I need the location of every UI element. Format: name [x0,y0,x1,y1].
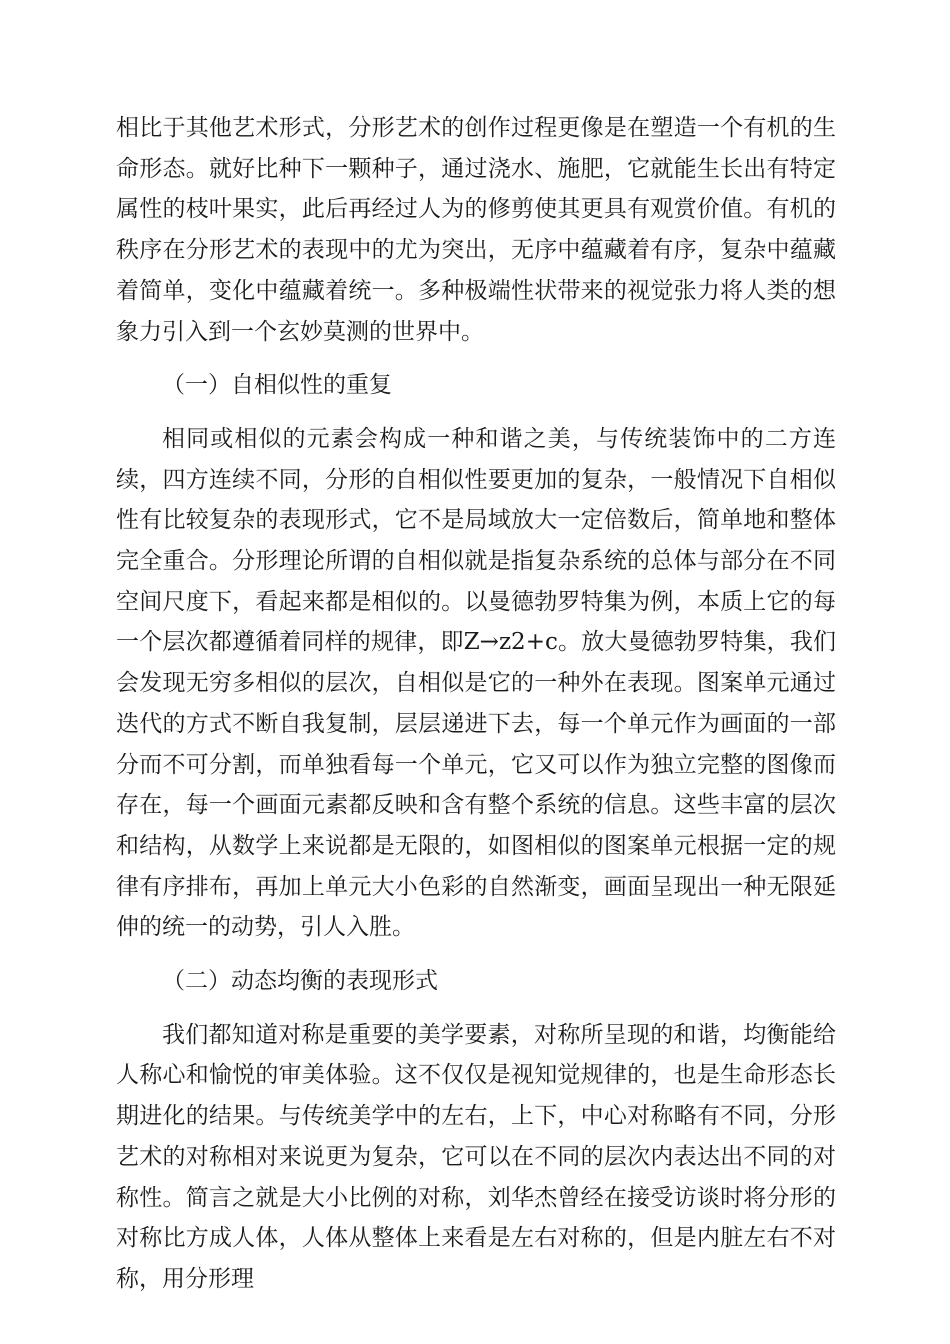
document-body [116,108,836,1300]
paragraph-self-similarity: 相同或相似的元素会构成一种和谐之美，与传统装饰中的二方连续，四方连续不同，分形的自相似性要更加的复杂，一般情况下自相似性有比较复杂的表现形式，它不是局域放大一定倍数后，简单地和整体完全重合。分形理论所谓的自相似就是指复杂系统的总体与部分在不同空间尺度下，看起来都是相似的。以曼德勃罗特集为例，本质上它的每一个层次都遵循着同样的规律，即Z→z2+c。放大曼德勃罗特集，我们会发现无穷多相似的层次，自相似是它的一种外在表现。图案单元通过迭代的方式不断自我复制，层层递进下去，每一个单元作为画面的一部分而不可分割，而单独看每一个单元，它又可以作为独立完整的图像而存在，每一个画面元素都反映和含有整个系统的信息。这些丰富的层次和结构，从数学上来说都是无限的，如图相似的图案单元根据一定的规律有序排布，再加上单元大小色彩的自然渐变，画面呈现出一种无限延伸的统一的动势，引人入胜。 [116,425,836,941]
section-heading-dynamic-balance: （二）动态均衡的表现形式 [162,968,438,995]
paragraph-dynamic-balance: 我们都知道对称是重要的美学要素，对称所呈现的和谐，均衡能给人称心和愉悦的审美体验。这不仅仅是视知觉规律的，也是生命形态长期进化的结果。与传统美学中的左右，上下，中心对称略有不同，分形艺术的对称相对来说更为复杂，它可以在不同的层次内表达出不同的对称性。简言之就是大小比例的对称，刘华杰曾经在接受访谈时将分形的对称比方成人体，人体从整体上来看是左右对称的，但是内脏左右不对称，用分形理 [116,1021,836,1292]
paragraph-intro: 相比于其他艺术形式，分形艺术的创作过程更像是在塑造一个有机的生命形态。就好比种下一颗种子，通过浇水、施肥，它就能生长出有特定属性的枝叶果实，此后再经过人为的修剪使其更具有观赏价值。有机的秩序在分形艺术的表现中的尤为突出，无序中蕴藏着有序，复杂中蕴藏着简单，变化中蕴藏着统一。多种极端性状带来的视觉张力将人类的想象力引入到一个玄妙莫测的世界中。 [116,115,836,345]
section-heading-self-similarity: （一）自相似性的重复 [162,372,392,399]
